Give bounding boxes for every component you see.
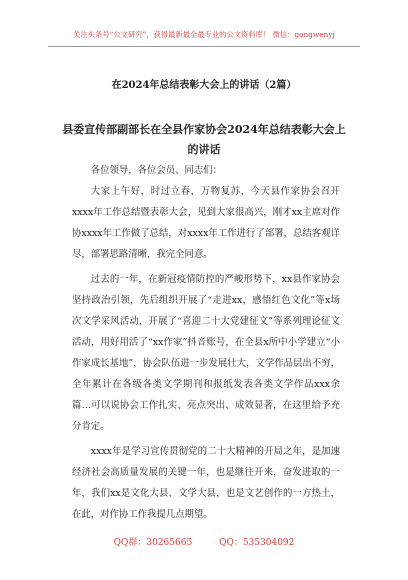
salutation-paragraph: 各位领导，各位会员、同志们： — [90, 165, 223, 176]
speech-title: 县委宣传部副部长在全县作家协会2024年总结表彰大会上的讲话 — [62, 123, 346, 156]
document-title: 在2024年总结表彰大会上的讲话（2篇） — [111, 80, 297, 91]
body-paragraph-2: 过去的一年，在新冠疫情防控的严峻形势下，xx县作家协会坚持政治引领，先后组织开展了“走进xx，感悟红色文化”等x场次文学采风活动，开展了“喜迎二十大党建征文”等系列理论征文活动，用好用活了“xx作家”抖音账号，在全县x所中小学建立“小作家成长基地”，协会队伍进一步发展壮大，文学作品层出不穷，全年累计在各级各类文学期刊和报纸发表各类文学作品xxx余篇…可以说协会工作扎实、亮点突出、成效显著，在这里给予充分肯定。 — [72, 274, 340, 432]
header-promo-note: 关注头条号“公文研究”，获得最新最全最专业的公文资料库！ 微信：gongwenyj — [73, 30, 335, 39]
body-paragraph-1: 大家上午好，时过立春，万物复苏，今天县作家协会召开xxxx年工作总结暨表彰大会，见到大家很高兴，刚才xx主席对作协xxxx年工作做了总结，对xxxx年工作进行了部署，总结客观详尽，部署思路清晰，我完全同意。 — [72, 186, 340, 260]
speech-body — [72, 160, 340, 529]
footer-contact — [0, 535, 408, 548]
header-divider — [48, 46, 360, 47]
body-paragraph-3: xxxx年是学习宣传贯彻党的二十大精神的开局之年，是加速经济社会高质量发展的关键一年，也是继往开来，奋发进取的一年，我们xx是文化大县、文学大县，也是文艺创作的一方热土，在此，对作协工作我提几点期望。 — [72, 446, 340, 520]
footer-qq-number: QQ：535304092 — [219, 538, 295, 548]
footer-qq-group: QQ群：30265665 — [113, 538, 193, 548]
